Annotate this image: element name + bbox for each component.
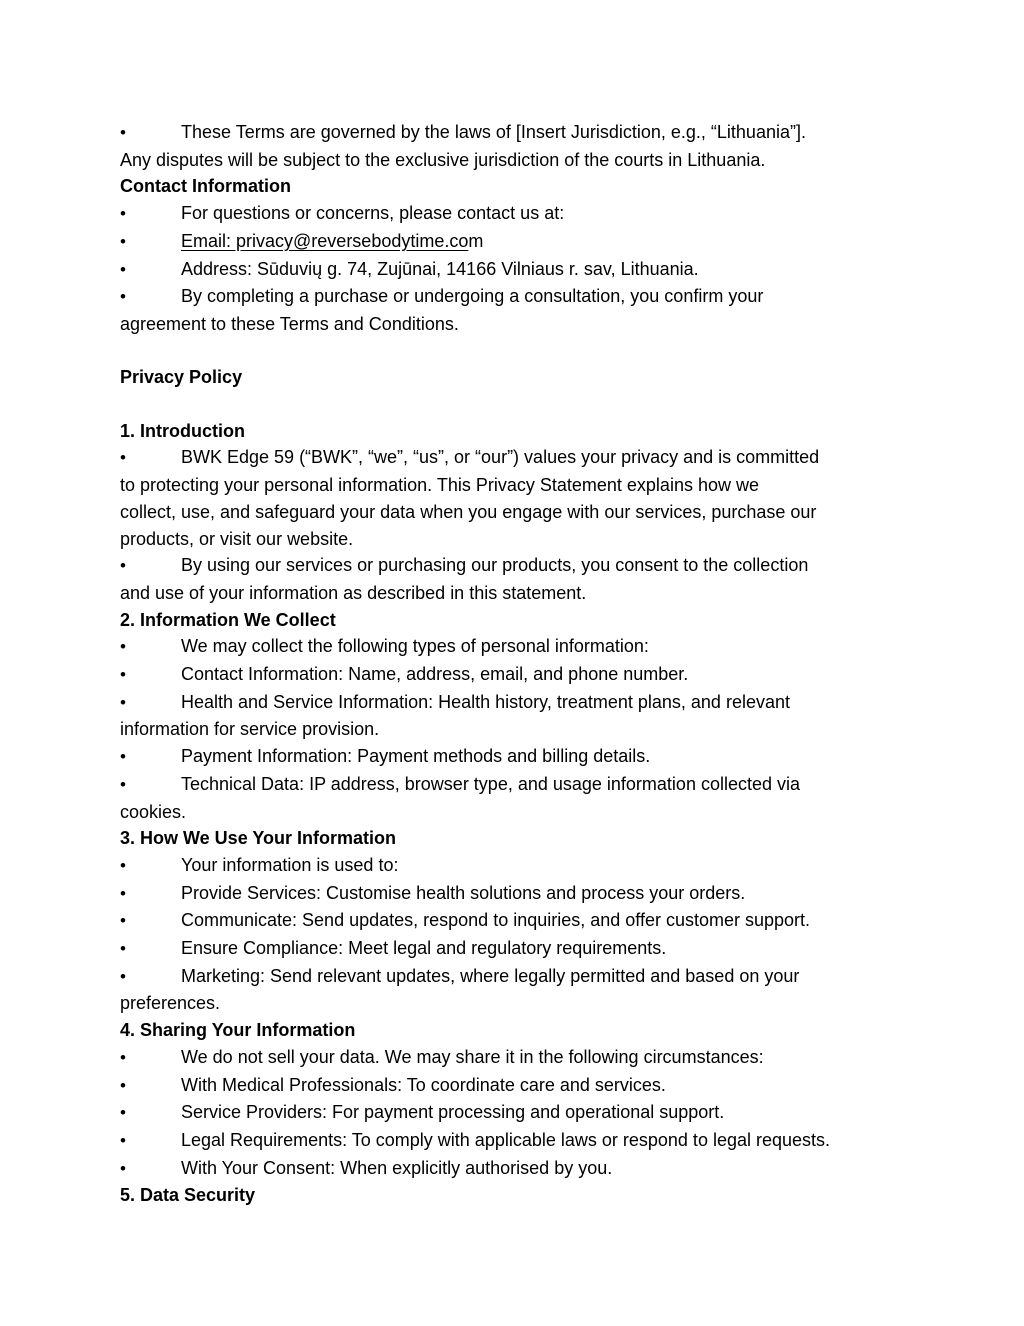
body-text-line: Technical Data: IP address, browser type, and usage information collected via [181,773,801,794]
bullet-item [120,1072,920,1100]
bullet-item [120,852,920,880]
section-heading [120,607,920,634]
bullet-item [120,689,920,743]
body-text-line: With Medical Professionals: To coordinate care and services. [181,1074,666,1095]
bullet-item [120,771,920,825]
bullet-item [120,119,920,173]
bullet-glyph: • [120,1047,126,1067]
bullet-glyph: • [120,448,126,468]
body-text-line: We may collect the following types of personal information: [181,636,649,657]
body-text-line: preferences. [120,993,221,1014]
bullet-item [120,256,920,284]
email-link[interactable]: Email: privacy@reversebodytime.co [181,230,469,251]
blank-line [120,338,920,365]
bullet-glyph: • [120,637,126,657]
body-text-line: collect, use, and safeguard your data when you engage with our services, purchase our [120,501,817,522]
body-text-line: Your information is used to: [181,854,399,875]
bullet-glyph: • [120,1075,126,1095]
bullet-glyph: • [120,665,126,685]
bullet-glyph: • [120,747,126,767]
bullet-glyph: • [120,966,126,986]
email-tail: m [468,230,484,251]
body-text-line: BWK Edge 59 (“BWK”, “we”, “us”, or “our”) values your privacy and is committed [181,447,820,468]
bullet-item [120,1044,920,1072]
bullet-item [120,1099,920,1127]
body-text-line: Address: Sūduvių g. 74, Zujūnai, 14166 Vilniaus r. sav, Lithuania. [181,258,699,279]
bullet-glyph: • [120,911,126,931]
bullet-glyph: • [120,1103,126,1123]
body-text-line: Any disputes will be subject to the exclusive jurisdiction of the courts in Lithuania. [120,149,766,170]
body-text-line: Marketing: Send relevant updates, where legally permitted and based on your [181,965,800,986]
body-text-line: Health and Service Information: Health history, treatment plans, and relevant [181,691,790,712]
section-heading [120,173,920,200]
bullet-item [120,633,920,661]
heading-text: 2. Information We Collect [120,609,336,630]
section-heading [120,1182,920,1209]
bullet-glyph: • [120,287,126,307]
bullet-glyph: • [120,231,126,251]
document-page [120,119,920,1209]
body-text-line: For questions or concerns, please contact us at: [181,203,565,224]
body-text-line: With Your Consent: When explicitly authorised by you. [181,1157,613,1178]
body-text-line: Provide Services: Customise health solutions and process your orders. [181,882,746,903]
bullet-item [120,200,920,228]
bullet-glyph: • [120,1130,126,1150]
body-text-line: Service Providers: For payment processing and operational support. [181,1102,725,1123]
bullet-glyph: • [120,939,126,959]
bullet-glyph: • [120,1158,126,1178]
heading-text: 5. Data Security [120,1185,256,1206]
bullet-item [120,444,920,552]
blank-line [120,391,920,418]
heading-text: Contact Information [120,176,291,197]
section-heading [120,364,920,391]
section-heading [120,825,920,852]
body-text-line: products, or visit our website. [120,528,354,549]
body-text-line: By using our services or purchasing our products, you consent to the collection [181,555,809,576]
bullet-item [120,743,920,771]
body-text-line: information for service provision. [120,719,380,740]
bullet-glyph: • [120,855,126,875]
heading-text: 3. How We Use Your Information [120,828,397,849]
bullet-glyph: • [120,204,126,224]
body-text-line: and use of your information as described in this statement. [120,582,587,603]
body-text-line: to protecting your personal information. This Privacy Statement explains how we [120,475,759,496]
bullet-glyph: • [120,556,126,576]
bullet-item [120,935,920,963]
body-text-line: agreement to these Terms and Conditions. [120,313,459,334]
bullet-glyph: • [120,123,126,142]
heading-text: 1. Introduction [120,420,245,441]
heading-text: 4. Sharing Your Information [120,1020,356,1041]
body-text-line: Communicate: Send updates, respond to inquiries, and offer customer support. [181,910,811,931]
body-text-line: Ensure Compliance: Meet legal and regulatory requirements. [181,938,667,959]
body-text-line: Legal Requirements: To comply with applicable laws or respond to legal requests. [181,1129,831,1150]
document-body [120,119,920,1209]
body-text-line: cookies. [120,801,187,822]
body-text-line: Payment Information: Payment methods and billing details. [181,746,651,767]
body-text-line: By completing a purchase or undergoing a consultation, you confirm your [181,286,764,307]
bullet-item [120,1155,920,1183]
bullet-item [120,907,920,935]
bullet-glyph: • [120,883,126,903]
bullet-item [120,880,920,908]
heading-text: Privacy Policy [120,367,243,388]
bullet-item [120,963,920,1017]
bullet-item [120,661,920,689]
body-text-line: Contact Information: Name, address, email, and phone number. [181,664,689,685]
bullet-item [120,552,920,606]
bullet-item [120,283,920,337]
body-text-line: We do not sell your data. We may share it in the following circumstances: [181,1046,764,1067]
section-heading [120,418,920,445]
bullet-glyph: • [120,692,126,712]
section-heading [120,1017,920,1044]
body-text-line: These Terms are governed by the laws of [Insert Jurisdiction, e.g., “Lithuania”]. [181,122,806,142]
bullet-item [120,228,920,256]
bullet-glyph: • [120,774,126,794]
bullet-glyph: • [120,259,126,279]
bullet-item [120,1127,920,1155]
